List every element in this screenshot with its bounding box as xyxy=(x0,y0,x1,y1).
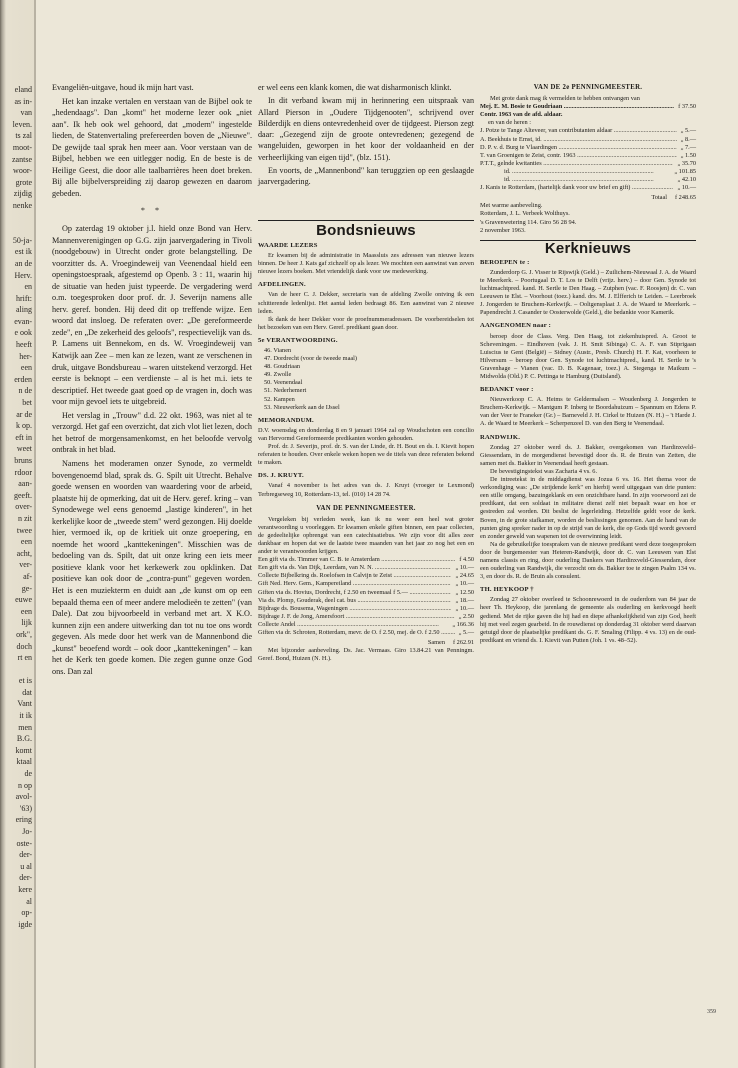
cropped-fragment: der- xyxy=(19,850,32,860)
cropped-fragment: est ik xyxy=(14,247,32,257)
bedankt-text: Nieuwerkoop C. A. Heims te Geldermalsen – Woudenberg J. Jongerden te Bruchem-Kerkwijk. – Mantgum P. Inberg te Boordahuizum – Spannum en Edens P. van der Veer te Franeker (Gr.) – Barneveld J. H. Cirkel te Huizen (N. H.) – 't Harde J. A. de Waard te Meerkerk – Scherpenzeel D. van den Berg te Veenendaal. xyxy=(480,396,696,428)
cropped-fragment: komt xyxy=(15,745,32,755)
penningmeester-heading: VAN DE PENNINGMEESTER. xyxy=(316,504,416,512)
col1-para-5: Namens het moderamen onzer Synode, zo vermeldt bovengenoemd blad, sprak ds. G. Spilt uit Utrecht. Behalve goede wensen en woorden van waardering voor de arbeid, plaatste hij de opmerking, dat uit de Herv. geref. kring – van Synodewege wel eens genoemd „lastige kinderen", in het kerkelijke koor de „tweede stem" werd gezongen. Hij doelde hier, vermoed ik, op de kritiek uit onze groepering, en noemde het woord „kanttekeningen". Misschien was de bedoeling van ds. Spilt, dat uit onze kring een iets meer positieve klank voor het kerkewerk zou opklinken. Dat positieve kan ook door de „contra-punt" gegeven worden. Het is een muziekterm en duidt aan „de kunst om op een bepaald thema een of meer andere melodieën te zetten" (van Dale). Dat zou bijvoorbeeld in verband met art. X K.O. kunnen zijn een andere uitwerking dan tot nu toe ons wordt gegeven. Als mede door het werk van de Mannenbond die „kunst" beoefend wordt – ook door „kanttekeningen" – kan het de Kerk ten goede komen. Die zegen gunne onze God ons. Dan zal xyxy=(52,458,252,676)
waarde-lezers-heading: WAARDE LEZERS xyxy=(258,241,318,249)
penningmeester-signature: Met bijzonder aanbeveling. Ds. Jac. Vermaas. Giro 13.84.21 van Penningm. Geref. Bond, Huizen (N. H.). xyxy=(258,647,474,663)
cropped-fragment: op- xyxy=(21,908,32,918)
list-item: 46. Vianen xyxy=(264,347,292,354)
bondsnieuws-heading: Bondsnieuws xyxy=(316,221,416,239)
col2-para-2: In dit verband kwam mij in herinnering een uitspraak van Allard Pierson in „Oudere Tijdgenooten", schrijvend over Bilderdijk en diens ontevredenheid over de tijdgeest. Pierson zegt daar: „Gezegend zijn de groote ontevredenen; gezegend de wangeluiden, geworpen in het koor der voldaanheid en der verheerlijking van eigen tijd", (blz. 151). xyxy=(258,96,474,162)
randwijk-heading: RANDWIJK. xyxy=(480,433,521,441)
cropped-fragment xyxy=(2,664,32,676)
list-item: 49. Zwolle xyxy=(264,371,292,379)
donation-row: P.T.T., gelnde kwitanties ..... „ 35.70 xyxy=(480,160,696,168)
cropped-fragment: leven. xyxy=(12,119,32,129)
cropped-fragment: een xyxy=(20,537,32,547)
cropped-fragment: aan- xyxy=(18,479,32,489)
cropped-fragment: B.G. xyxy=(16,734,32,744)
cropped-fragment: oste- xyxy=(16,838,32,848)
cropped-fragment: lijk xyxy=(21,618,32,628)
cropped-fragment: woor- xyxy=(13,166,32,176)
cropped-fragment: an de xyxy=(14,258,32,268)
verantwoording-heading: 5e VERANTWOORDING. xyxy=(258,336,338,344)
cropped-fragment: e ook xyxy=(14,328,32,338)
list-item: 52. Kampen xyxy=(264,395,295,403)
penningmeester2-signature: Met warme aanbeveling. Rotterdam, J. L. Verbeek Wolthuys. 's Gravenwetering 114. Giro 56 28 94. 2 november 1963. xyxy=(480,202,577,234)
randwijk-text-4: Na de gebruikelijke toespraken van de nieuwe predikant werd deze toegesproken door de burgemeester van Heteren-Randwijk, door dr. C. van Leeuwen van Elst namens classis en ring, door ouderling Dankers van Hardinxveld-Giessendam, door een ouderling van Randwijk, die verzocht om ds. Bakker toe te zingen Psalm 134 vs. 3, en door ds. R. de Bruin als consulent. xyxy=(480,540,696,581)
section-rule xyxy=(258,220,474,221)
cropped-fragment: eland xyxy=(14,85,32,94)
cropped-fragment: geeft. xyxy=(14,490,32,500)
total-value: f 262.91 xyxy=(453,639,474,647)
donation-row: id. ..... „ 101.85 xyxy=(480,168,696,176)
cropped-fragment: een xyxy=(20,606,32,616)
donation-row: Giften via ds. Hovius, Dordrecht, f 2.50 en tweemaal f 5.— ..... „ 12.50 xyxy=(258,589,474,597)
donation-table xyxy=(258,556,474,637)
memorandum-text-1: D.V. woensdag en donderdag 8 en 9 januari 1964 zal op Woudschoten een concilio van Hervormd Gereformeerde predikanten worden gehouden. xyxy=(258,426,474,442)
col1-para-1: Evangeliën-uitgave, houd ik mijn hart vast. xyxy=(52,83,194,92)
donation-row: J. Potze te Tange Alteveer, van contributanten aldaar ..... „ 5.— xyxy=(480,127,696,135)
kruyt-text: Vanaf 4 november is het adres van ds. J. Kruyt (vroeger te Lexmond) Terbregseweg 10, Rotterdam-13, tel. (010) 14 28 74. xyxy=(258,482,474,498)
donation-row: Collecte Andel ..... „ 166.36 xyxy=(258,621,474,629)
waarde-lezers-text: Er kwamen bij de administratie in Maassluis zes adressen van nieuwe lezers binnen. De heer J. Kats gaf zichzelf op als lezer. We mochten een aanwinst van zeven nieuwe lezers boeken. Met vriendelijk dank voor uw medewerking. xyxy=(258,252,474,276)
cropped-fragment: evan- xyxy=(14,316,32,326)
afdelingen-text-1: Van de heer C. J. Dekker, secretaris van de afdeling Zwolle ontving ik een schitterende ledenlijst. Het aantal leden bedraagt 86. Een aanwinst van 2 nieuwe leden. xyxy=(258,291,474,315)
penningmeester2-intro: Met grote dank mag ik vermelden te hebben ontvangen van xyxy=(490,95,640,103)
donation-row: Giften via dr. Schroten, Rotterdam, mevr. de O. f 2.50, mej. de O. f 2.50 ..... „ 5.— xyxy=(258,629,474,637)
col2-para-1: er wel eens een klank komen, die wat disharmonisch klinkt. xyxy=(258,83,452,92)
cropped-fragment: eft in xyxy=(15,432,32,442)
donation-row: Een gift via ds. Timmer van C. B. te Amsterdam ..... f 4.50 xyxy=(258,556,474,564)
cropped-fragment: ktaal xyxy=(16,757,32,767)
total-label: Samen xyxy=(427,639,445,647)
heykoop-text: Zondag 27 oktober overleed te Schoonrewoerd in de ouderdom van 84 jaar de heer Th. Heykoop, die jarenlang de gemeente als ouderling en kerkvoogd heeft gediend. Met de rijke gaven die hij had en diepe afhankelijkheid van zijn God, heeft hij met veel zegen gearbeid. In de rouwdienst op donderdag 31 oktober werd daarvan getuigd door de plaatselijke predikant ds. G. F. Smaling (Filipp. 4 vs. 13) en de oud-predikant en vriend ds. I. Kievit van Putten (Joh. 1 vs. 48–52). xyxy=(480,596,696,644)
col1-para-2: Het kan inzake vertalen en verstaan van de Bijbel ook te „hedendaags". Dan „komt" het moderne lezer ook „niet aan". Ik heb ook wel gehoord, dat „modern" ingestelde lieden, de Statenvertaling prefereerden boven de „Nieuwe". De gewijde taal sprak hen meer aan. Voor verstaan van de Bijbel, hebben we een uitlegger nodig. En de beste is de Heilige Geest, die door alle taalbarrières heen doet breken. Bij alle bijbelverspreiding zij daarop gewezen en daarom gebeden. xyxy=(52,96,252,198)
cropped-fragment: her- xyxy=(19,351,32,361)
total-label: Totaal xyxy=(651,194,667,202)
donation-row: Bijdrage J. F. de Jong, Amersfoort ..... „ 2.50 xyxy=(258,613,474,621)
memorandum-text-2: Prof. dr. J. Severijn, prof. dr. S. van der Linde, dr. H. Bout en ds. I. Kievit hopen referaten te houden. Over enkele weken hopen we de titels van deze referaten bekend te maken. xyxy=(258,443,474,467)
randwijk-text-3: De intreetekst in de middagdienst was Jozua 6 vs. 16. Het thema voor de verkondiging was: „De strijdende kerk" en hierbij werd uitgegaan van drie punten: een stille omgang, bazuingeklank en een onzichtbare hand. In zijn voorwoord zei de predikant, dat een soldaat in militaire dienst zelf niet bepaalt waar en hoe er gestreden zal worden. Dit beslist de legerleiding. Hetzelfde geldt voor de kerk. Boven, in de grote stafkamer, worden de beslissingen genomen. Aan de hand van de punten ging spreker nader in op de strijd van de kerk, die op Gods tijd wordt gevoerd en zonder geweld van wapenen tot de overwinning leidt. xyxy=(480,476,696,540)
kerknieuws-heading: Kerknieuws xyxy=(544,239,632,257)
kruyt-heading: DS. J. KRUYT. xyxy=(258,472,304,480)
cropped-fragment: een xyxy=(20,363,32,373)
afdelingen-text-2: Ik dank de heer Dekker voor de proefnummeradressen. De voorbereidselen tot het bezoeken van een Herv. Geref. predikant gaan door. xyxy=(258,315,474,331)
cropped-fragment: euwe xyxy=(15,595,32,605)
page-number: 359 xyxy=(707,1009,716,1015)
cropped-fragment: ar de xyxy=(16,409,32,419)
donation-row: T. van Groenigen te Zeist, contr. 1963 ..... „ 1.50 xyxy=(480,152,696,160)
cropped-fragment: van xyxy=(20,108,32,118)
cropped-fragment: zijdig xyxy=(13,189,32,199)
donation-row: J. Kanis te Rotterdam, (hartelijk dank voor uw brief en gift) ..... „ 10.— xyxy=(480,184,696,192)
cropped-fragment: Jo- xyxy=(22,827,32,836)
cropped-fragment: as in- xyxy=(14,96,32,106)
cropped-fragment: ering xyxy=(15,815,32,825)
cropped-fragment: dat xyxy=(22,687,32,697)
donation-row: Contr. 1963 van de afd. aldaar. xyxy=(480,111,563,119)
donation-row: D. P. v. d. Burg te Vlaardingen ..... „ 7.— xyxy=(480,144,696,152)
cropped-fragment: ork", xyxy=(16,629,32,639)
cropped-fragment: weet xyxy=(16,444,32,454)
cropped-fragment: hrift: xyxy=(16,293,32,303)
cropped-fragment: acht, xyxy=(16,548,32,558)
cropped-fragment: it ik xyxy=(19,711,32,721)
afdelingen-heading: AFDELINGEN. xyxy=(258,281,306,289)
cropped-fragment: af- xyxy=(23,571,32,581)
cropped-fragment: et is xyxy=(18,676,32,686)
column-3 xyxy=(480,84,696,645)
column-2 xyxy=(258,82,474,663)
cropped-fragment: '63) xyxy=(19,803,32,813)
aangenomen-text: beroep door de Class. Verg. Den Haag, tot ziekenhuispred. A. Groot te Scheveningen. – Eindhoven (vak. J. H. Smit Sibinga) C. A. F. van Stiprigaan Luiscius te Gent (België) – Sidney (Austr., Presb. Church) H. F. Kat, voorheen te Hilversum – beroep door Gen. Synode tot luchtmachtpred., kand. H. Sertle te 's Gravenhage – Vianen (vac. D. B. Kagenaar, toez.) A. Stegenga te Maikum – Midwolda (Old.) P. C. Pettinga te Hamburg (Duitsland). xyxy=(480,332,696,380)
section-separator: * * xyxy=(140,206,164,216)
cropped-fragment: igde xyxy=(18,919,32,929)
donation-row: Een gift via ds. Van Dijk, Leerdam, van N. N. ..... „ 10.— xyxy=(258,564,474,572)
previous-page-edge xyxy=(0,0,34,1068)
donation-total-2 xyxy=(480,194,696,202)
list-item: 48. Goudriaan xyxy=(264,363,301,371)
cropped-fragment: doch xyxy=(16,641,32,651)
cropped-fragment: ts zal xyxy=(15,131,32,141)
cropped-fragment: aling xyxy=(16,305,32,315)
aangenomen-heading: AANGENOMEN naar : xyxy=(480,322,552,330)
cropped-fragment: erden xyxy=(14,374,32,384)
beroepen-text: Zunderdorp G. J. Visser te Rijswijk (Geld.) – Zuilichem-Nieuwaal J. A. de Waard te Meerkerk. – Poortugaal D. T. Los te Delft (vrijz. herv.) – door Gen. Synode tot luchtmachtpred. kand. H. Sertle te Den Haag. – Zutphen (vac. F. Roosjen) dr. C. van Leeuwen te Elst. – Voorhout (toez.) kand. drs. M. J. Elfferich te Leiden. – Leerbroek J. Jongerden te Bruchem-Kerkwijk. – Ooltgensplaat J. A. de Waard te Meerkerk. – Papendrecht J. Casander te Oosterwolde (Geld.), die bedankte voor Kamerik. xyxy=(480,268,696,317)
cropped-fragment: bet xyxy=(22,398,32,408)
cropped-fragment: rt en xyxy=(17,653,32,663)
cropped-fragment: heeft xyxy=(16,340,32,350)
cropped-fragment xyxy=(2,212,32,224)
cropped-fragment: n zit xyxy=(18,513,32,523)
bondsnieuws-body xyxy=(258,242,474,663)
donation-row: id. ..... „ 42.10 xyxy=(480,176,696,184)
cropped-fragment: over- xyxy=(15,502,32,512)
cropped-fragment: n op xyxy=(18,780,32,790)
list-item: 53. Nieuwerkerk aan de IJssel xyxy=(264,403,340,411)
donation-row: Collecte Bijbelkring ds. Roelofsen in Calvijn te Zeist ..... „ 24.65 xyxy=(258,572,474,580)
donation-row: Mej. E. M. Bosie te Goudriaan ..... f 37.50 xyxy=(480,103,696,111)
cropped-fragment: al xyxy=(26,896,32,906)
penningmeester-text: Vergeleken bij verleden week, kan ik nu weer een heel wat groter verantwoording u voorleggen. Er kwamen enkele giften binnen, een paar collecten, de gedeeltelijke opbrengst van een catechisatiebus. We zijn voor dit alles zeer dankbaar en hopen dat we de laatste twee maanden van het jaar zo nog het een en ander te verantwoorden krijgen. xyxy=(258,515,474,556)
cropped-fragment: Vant xyxy=(17,699,32,709)
donation-row: Via ds. Plomp, Gouderak, deel cat. bus ..... „ 18.— xyxy=(258,597,474,605)
cropped-fragment: kere xyxy=(18,884,32,894)
total-value: f 248.65 xyxy=(675,194,696,202)
cropped-fragment: n de xyxy=(18,386,32,396)
randwijk-text-2: De bevestigingstekst was Zacharia 4 vs. 6. xyxy=(490,467,598,475)
list-item: 50. Veenendaal xyxy=(264,379,303,387)
cropped-fragment: k op. xyxy=(16,421,32,431)
cropped-fragment: men xyxy=(18,722,32,732)
cropped-fragment xyxy=(2,223,32,235)
cropped-fragment: de xyxy=(24,769,32,779)
donation-row: Gift Ned. Herv. Gem., Kampereiland ..... „ 10.— xyxy=(258,580,474,588)
col2-para-3: En voorts, de „Mannenbond" kan teruggzien op een geslaagde jaarvergadering. xyxy=(258,166,474,187)
beroepen-heading: BEROEPEN te : xyxy=(480,258,530,266)
verantwoording-list xyxy=(264,347,474,412)
page-fold xyxy=(34,0,36,1068)
column-1 xyxy=(52,82,252,679)
memorandum-heading: MEMORANDUM. xyxy=(258,416,314,424)
cropped-fragment: grote xyxy=(15,177,32,187)
cropped-fragment: der- xyxy=(19,873,32,883)
bedankt-heading: BEDANKT voor : xyxy=(480,386,534,394)
donation-row: A. Beekhuis te Ernst, id. ..... „ 8.— xyxy=(480,136,696,144)
donation-total xyxy=(258,639,474,647)
cropped-fragment: bruns xyxy=(14,456,32,465)
penningmeester2-heading: VAN DE 2e PENNINGMEESTER. xyxy=(533,84,643,91)
cropped-fragment: moot- xyxy=(12,142,32,152)
cropped-fragment: twee xyxy=(16,525,32,535)
randwijk-text-1: Zondag 27 oktober werd ds. J. Bakker, overgekomen van Hardinxveld–Giessendam, in de morgendienst bevestigd door ds. R. de Bruin van Zetten, die samen met ds. Bakker in Veenendaal heeft gestaan. xyxy=(480,443,696,467)
cropped-fragment: avol- xyxy=(15,792,32,802)
list-item: 51. Nederhemert xyxy=(264,387,307,395)
col1-para-3: Op zaterdag 19 oktober j.l. hield onze Bond van Herv. Mannenverenigingen op G.G. zijn jaarvergadering in Tivoli (noodgebouw) in Utrecht onder grote belangstelling. De voorzitter ds. A. Vroegindeweij van Veenendaal hield een openingstoespraak, afgestemd op Openb. 3 : 11, waarin hij de situatie van heden juist typeerde. De vergadering werd o.m. toegesproken door prof. dr. J. Severijn namens alle herv. geref. bonden. Hij deed dit op treffende wijze. Een woord dat insloeg. De referaten over: „De gereformeerde zede", en „De zekerheid des geloofs", respectievelijk van ds. P. Lamens uit Bennekom, en ds. W. Vroegindeweij van Katwijk aan Zee – men kan ze lezen, want ze verschenen in druk, uitgave Bondsbureau – waren uitstekend verzorgd. Het eerste is beknopt – een verdienste – al is het m.i. iets te descriptief. Het tweede gaat goed op de vragen in, doch was voor mijn gevoel iets te uitgebreid. xyxy=(52,224,252,407)
donation-row: Bijdrage ds. Bousema, Wageningen ..... „ 10.— xyxy=(258,605,474,613)
cropped-fragment: u al xyxy=(20,861,32,871)
cropped-fragment: nenke xyxy=(12,200,32,210)
cropped-fragment: Herv. xyxy=(14,270,32,280)
cropped-fragment: zantse xyxy=(12,154,32,164)
cropped-text-margin xyxy=(2,84,32,930)
list-item: 47. Dordrecht (voor de tweede maal) xyxy=(264,355,358,363)
cropped-fragment: rdoor xyxy=(14,467,32,477)
cropped-fragment: 50-ja- xyxy=(12,235,32,245)
cropped-fragment: ge- xyxy=(21,583,32,593)
heykoop-heading: TH. HEYKOOP † xyxy=(480,586,534,594)
cropped-fragment: ver- xyxy=(19,560,32,570)
col1-para-4: Het verslag in „Trouw" d.d. 22 okt. 1963, was niet al te verzorgd. Het gaf een overzicht, dat zich vlot liet lezen, doch het betrof de morgensamenkomst, en het beloofde vervolg ontbrak in het blad. xyxy=(52,410,252,455)
heren-label: en van de heren : xyxy=(488,119,532,127)
cropped-fragment: en xyxy=(24,282,32,292)
donation-table-2 xyxy=(480,127,696,192)
